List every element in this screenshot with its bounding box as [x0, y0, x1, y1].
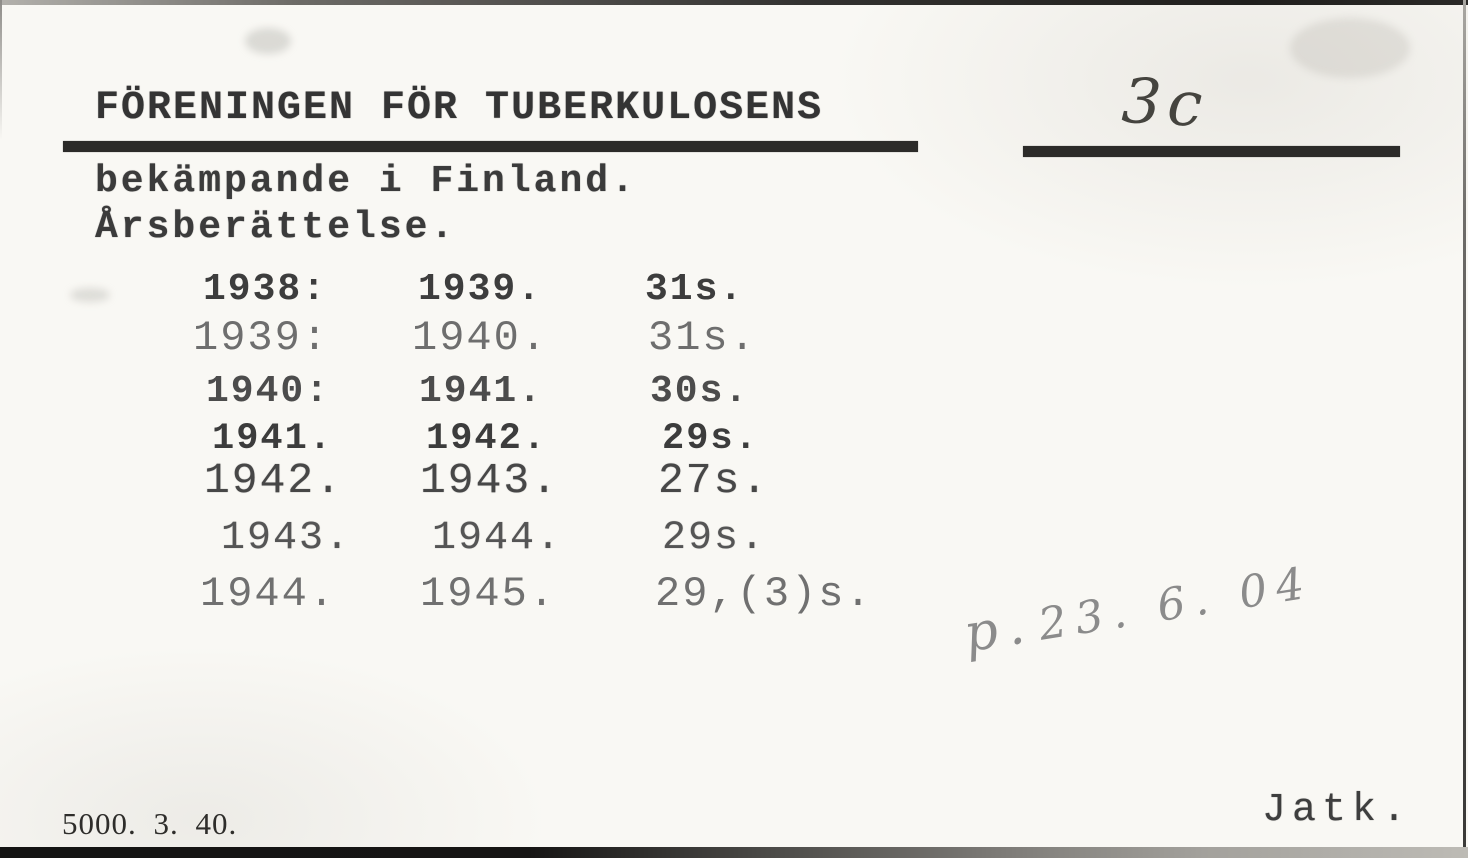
page-count: 29,(3)s. [655, 570, 873, 618]
scan-edge-left [0, 0, 2, 140]
scan-edge-right [1463, 0, 1466, 858]
table-row [0, 370, 1000, 416]
table-row [0, 570, 1000, 616]
report-year: 1941. [419, 370, 544, 413]
page-count: 29s. [662, 418, 759, 460]
year-covered: 1944. [200, 570, 337, 618]
print-code: 5000. 3. 40. [62, 806, 238, 841]
pencil-annotation [960, 540, 1384, 665]
report-year: 1944. [432, 516, 563, 561]
paper-smudge [1290, 18, 1410, 78]
pencil-annotation-date: 23. 6. 04 [1034, 557, 1317, 651]
card-title: FÖRENINGEN FÖR TUBERKULOSENS [95, 86, 824, 131]
classmark-underline [1023, 146, 1400, 157]
year-covered: 1942. [204, 456, 344, 505]
page-count: 27s. [658, 456, 770, 505]
report-year: 1942. [426, 418, 548, 460]
classmark-handwritten: 3c [1120, 63, 1211, 142]
report-year: 1943. [420, 456, 560, 505]
card-subtitle-line2: Årsberättelse. [95, 206, 457, 249]
year-covered: 1943. [221, 516, 352, 561]
report-year: 1945. [420, 570, 557, 618]
year-covered: 1940: [206, 370, 331, 413]
year-covered: 1941. [212, 418, 334, 460]
page-count: 29s. [662, 516, 767, 561]
page-count: 31s. [645, 268, 745, 311]
table-row [0, 268, 1000, 314]
year-covered: 1938: [203, 268, 328, 311]
page-count: 30s. [650, 370, 750, 413]
table-row [0, 314, 1000, 360]
table-row [0, 456, 1000, 505]
scan-edge-bottom [0, 847, 1468, 858]
card-subtitle-line1: bekämpande i Finland. [95, 160, 637, 203]
pencil-annotation-prefix: p. [959, 594, 1039, 665]
title-underline [63, 141, 918, 152]
scan-edge-top [0, 0, 1468, 5]
page-count: 31s. [648, 314, 757, 362]
year-covered: 1939: [193, 314, 330, 362]
table-row [0, 516, 1000, 562]
continuation-note: Jatk. [1262, 788, 1413, 833]
paper-smudge [245, 28, 291, 54]
report-year: 1939. [418, 268, 543, 311]
report-year: 1940. [412, 314, 549, 362]
